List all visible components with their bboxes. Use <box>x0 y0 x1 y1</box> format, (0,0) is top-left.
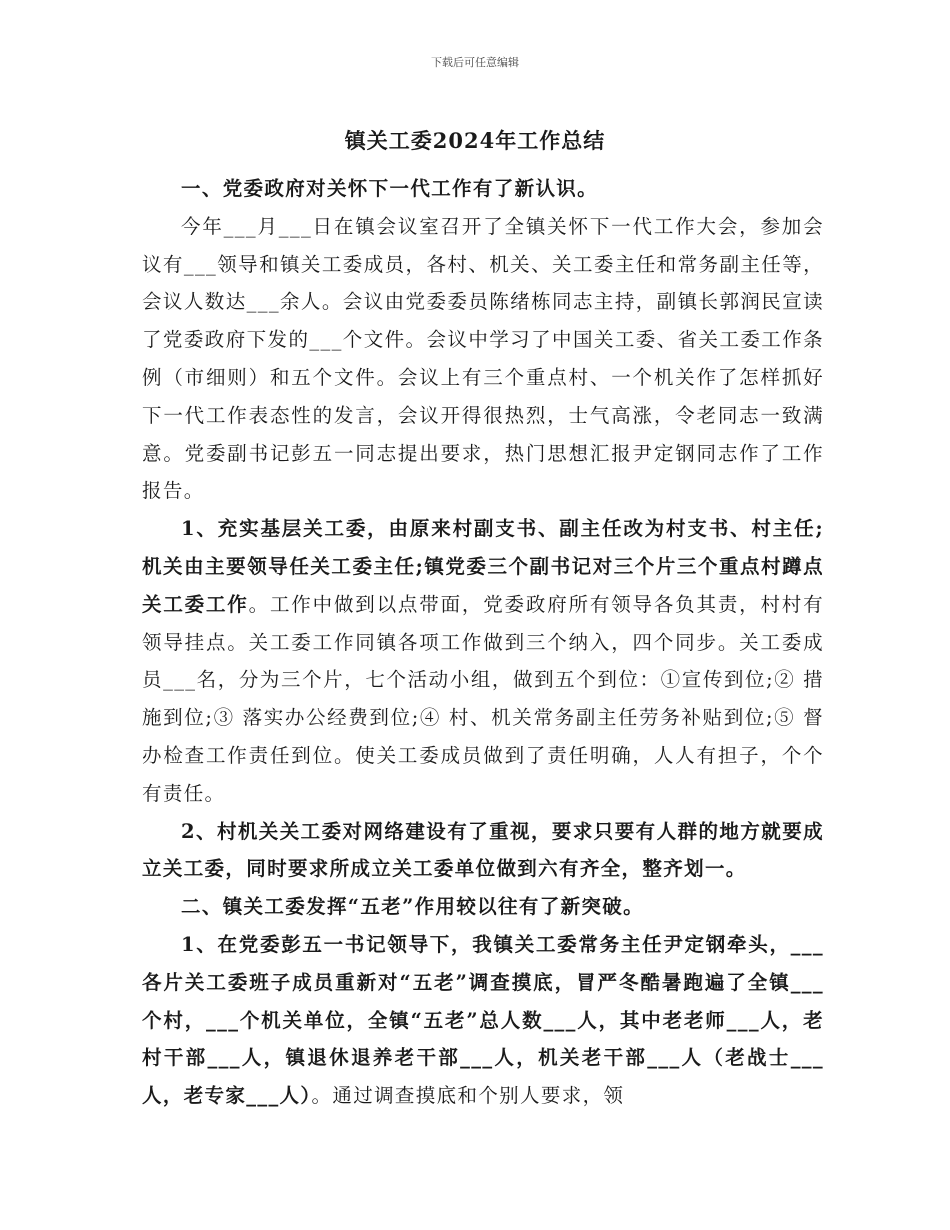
paragraph-grassroots-bold: 1、充实基层关工委，由原来村副支书、副主任改为村支书、村主任;机关由主要领导任关工委主任;镇党委三个副书记对三个片三个重点村蹲点关工委工作 <box>142 517 824 616</box>
document-body <box>142 170 824 1115</box>
paragraph-wulao-rest: 。通过调查摸底和个别人要求，领 <box>311 1084 625 1108</box>
paragraph-meeting: 今年___月___日在镇会议室召开了全镇关怀下一代工作大会，参加会议有___领导和镇关工委成员，各村、机关、关工委主任和常务副主任等，会议人数达___余人。会议由党委委员陈绪栋同志主持，副镇长郭润民宣读了党委政府下发的___个文件。会议中学习了中国关工委、省关工委工作条例（市细则）和五个文件。会议上有三个重点村、一个机关作了怎样抓好下一代工作表态性的发言，会议开得很热烈，士气高涨，令老同志一致满意。党委副书记彭五一同志提出要求，热门思想汇报尹定钢同志作了工作报告。 <box>142 214 824 503</box>
document-title: 镇关工委2024年工作总结 <box>344 128 606 153</box>
header-note: 下载后可任意编辑 <box>431 56 519 69</box>
section-heading-1: 一、党委政府对关怀下一代工作有了新认识。 <box>181 177 599 200</box>
paragraph-wulao <box>142 926 824 1115</box>
paragraph-network: 2、村机关关工委对网络建设有了重视，要求只要有人群的地方就要成立关工委，同时要求所成立关工委单位做到六有齐全，整齐划一。 <box>142 819 824 881</box>
paragraph-grassroots-rest: 。工作中做到以点带面，党委政府所有领导各负其责，村村有领导挂点。关工委工作同镇各项工作做到三个纳入，四个同步。关工委成员___名，分为三个片，七个活动小组，做到五个到位：①宣传到位;② 措施到位;③ 落实办公经费到位;④ 村、机关常务副主任劳务补贴到位;⑤ 督办检查工作责任到位。使关工委成员做到了责任明确，人人有担子，个个有责任。 <box>142 592 824 805</box>
section-heading-2: 二、镇关工委发挥“五老”作用较以往有了新突破。 <box>181 895 644 919</box>
paragraph-wulao-bold: 1、在党委彭五一书记领导下，我镇关工委常务主任尹定钢牵头，___各片关工委班子成员重新对“五老”调查摸底，冒严冬酷暑跑遍了全镇___个村，___个机关单位，全镇“五老”总人数___人，其中老老师___人，老村干部___人，镇退休退养老干部___人，机关老干部___人（老战士___人，老专家___人） <box>142 932 824 1108</box>
paragraph-grassroots <box>142 510 824 812</box>
